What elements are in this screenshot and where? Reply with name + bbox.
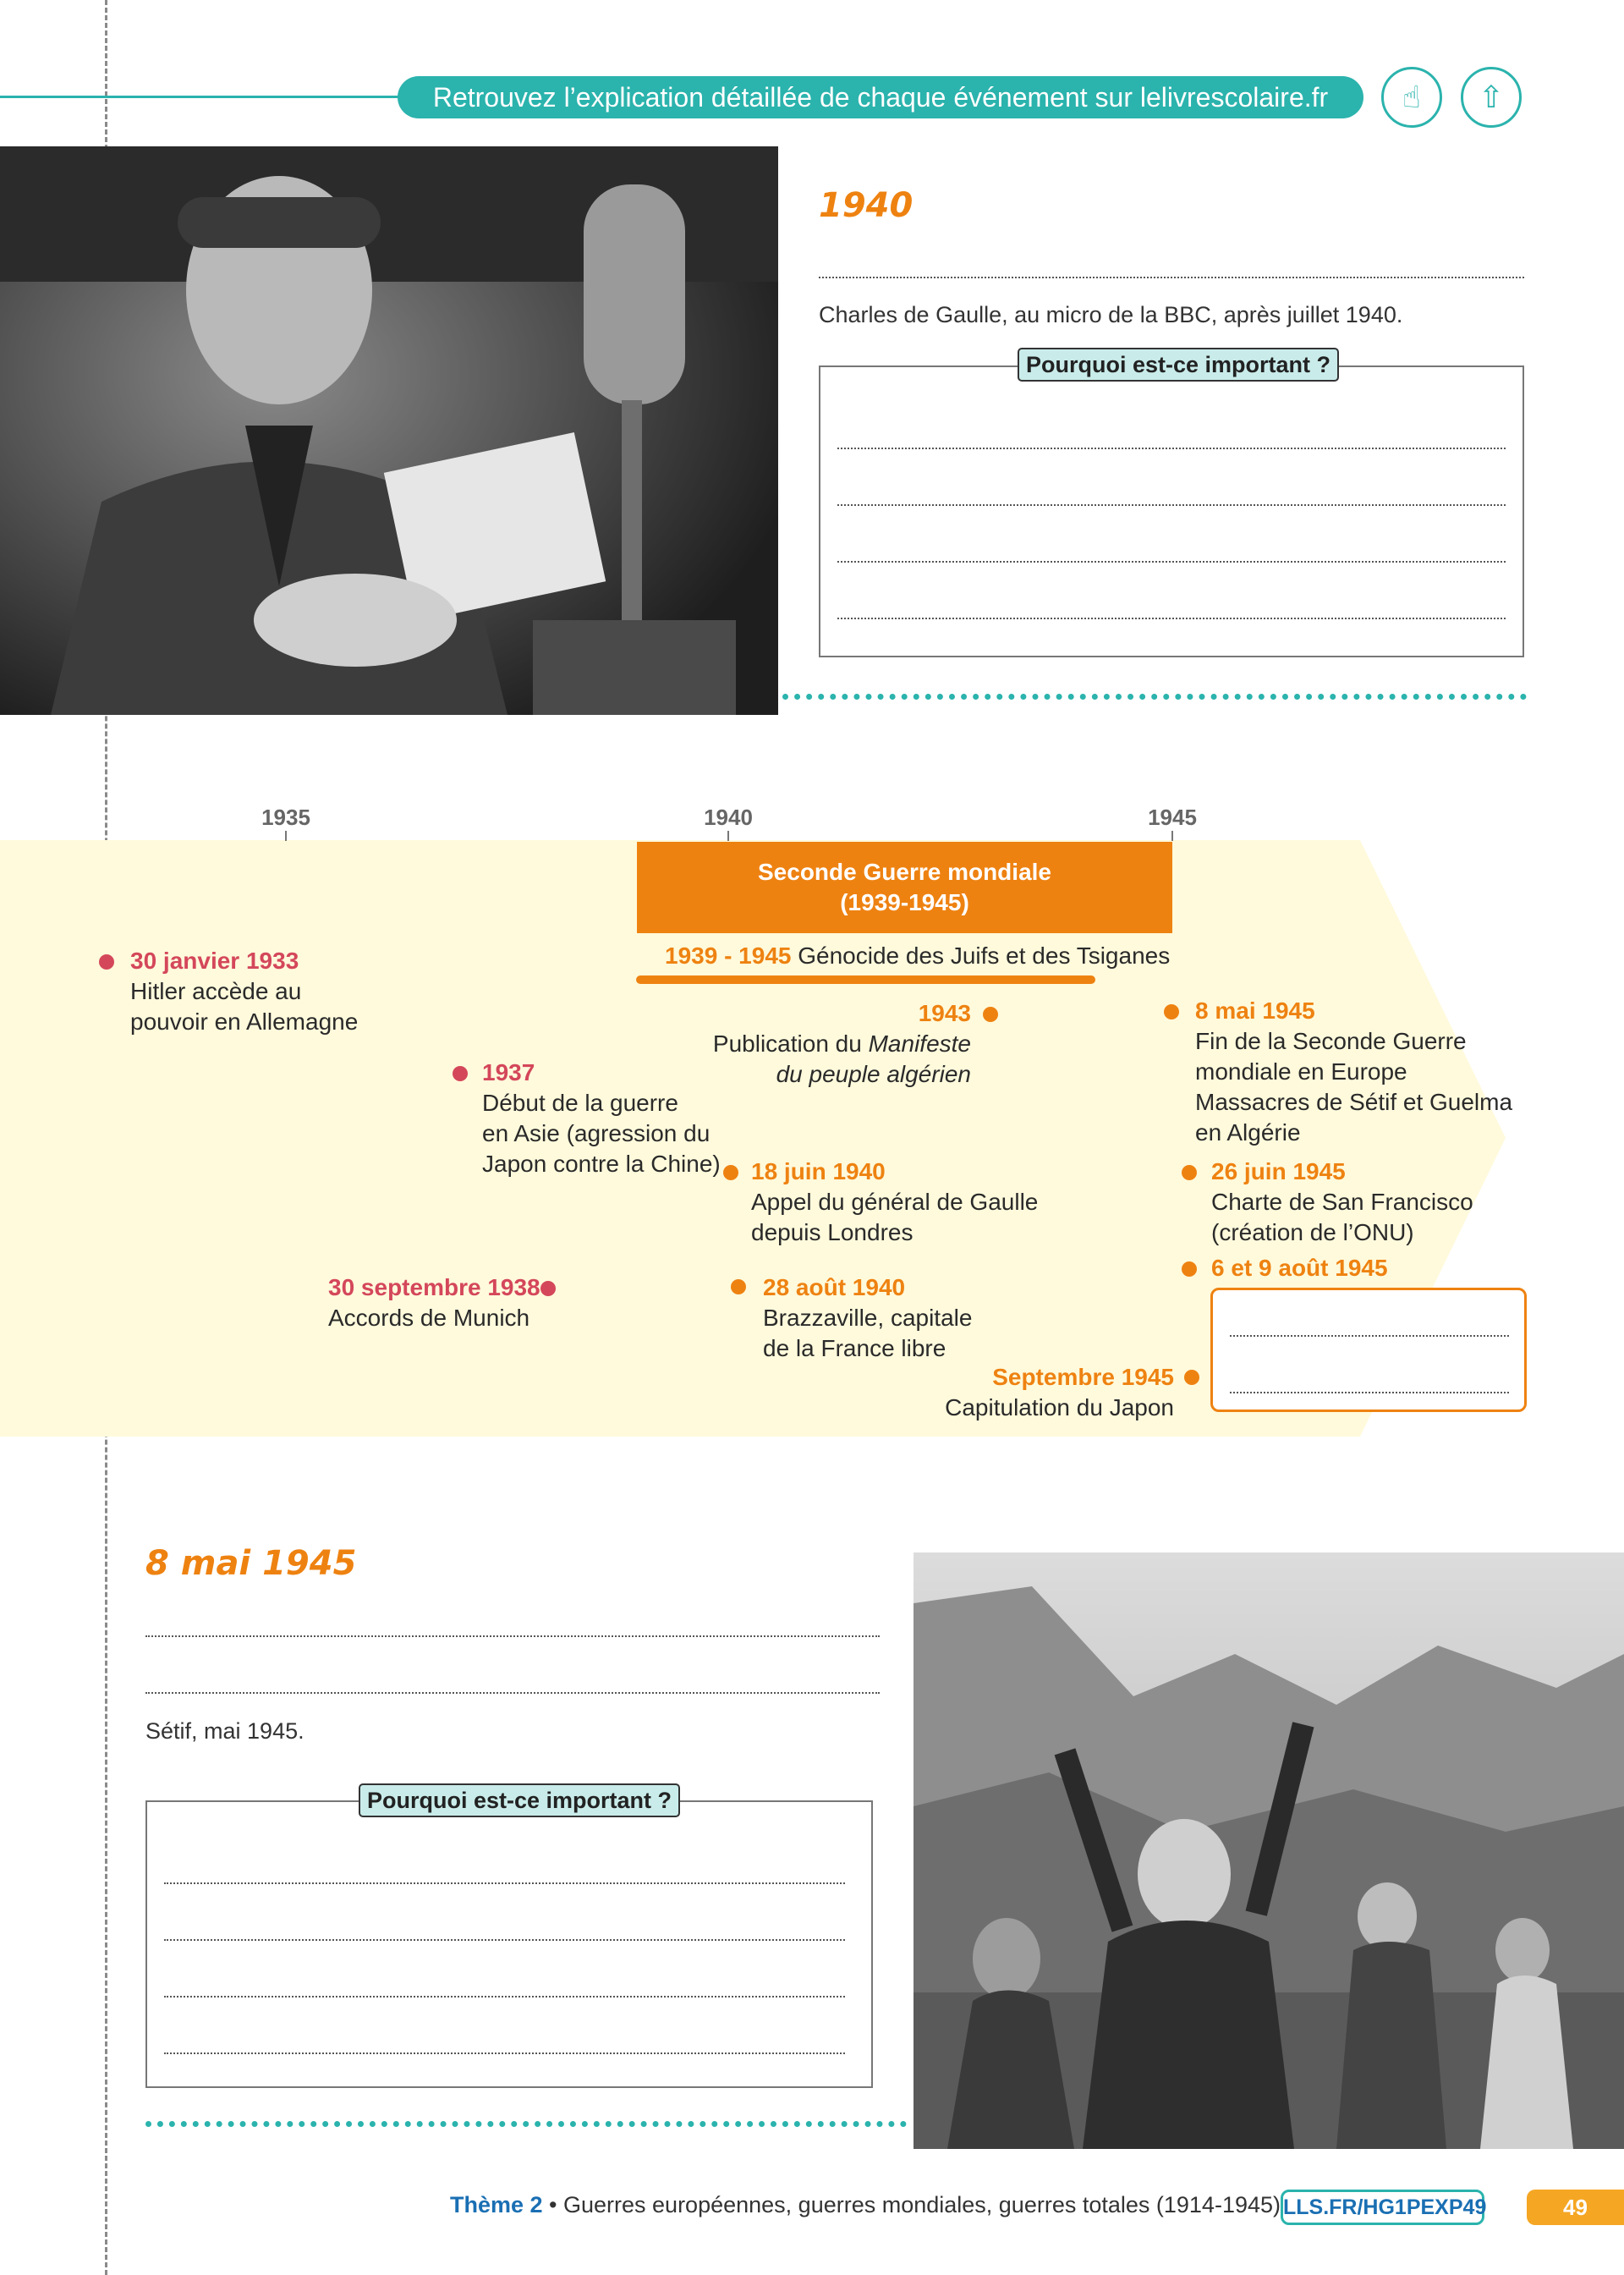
event-1945-sep (914, 1362, 1174, 1423)
footer-theme-label: Thème 2 (450, 2192, 543, 2217)
event-text: Massacres de Sétif et Guelma (1195, 1089, 1513, 1115)
timeline-dot (1182, 1261, 1197, 1277)
event-date: 28 août 1940 (763, 1274, 906, 1300)
event-text: (création de l’ONU) (1211, 1219, 1414, 1245)
event-text: Début de la guerre (482, 1090, 678, 1116)
section2-year-title: 8 mai 1945 (145, 1544, 357, 1583)
event-1940-june (751, 1157, 1038, 1248)
event-text: Charte de San Francisco (1211, 1189, 1473, 1215)
event-date: 18 juin 1940 (751, 1158, 886, 1184)
genocide-dates: 1939 - 1945 (665, 942, 792, 969)
event-date: Septembre 1945 (992, 1364, 1174, 1390)
answer-line[interactable] (145, 1692, 880, 1694)
event-date: 8 mai 1945 (1195, 997, 1315, 1024)
event-text: Hitler accède au (130, 978, 302, 1004)
header-banner[interactable]: Retrouvez l’explication détaillée de chaque événement sur lelivrescolaire.fr (398, 76, 1363, 118)
timeline-dot (723, 1165, 738, 1180)
footer-theme (450, 2192, 1281, 2218)
event-text: de la France libre (763, 1335, 946, 1361)
answer-line[interactable] (1230, 1335, 1509, 1337)
answer-line[interactable] (837, 618, 1506, 619)
ww2-period-box (637, 842, 1172, 933)
event-1938 (328, 1272, 540, 1333)
section1-year-title: 1940 (819, 186, 914, 225)
answer-box[interactable] (1210, 1288, 1527, 1412)
answer-line[interactable] (164, 1996, 845, 1997)
event-text: Accords de Munich (328, 1305, 530, 1331)
page-number: 49 (1527, 2190, 1624, 2225)
event-date: 26 juin 1945 (1211, 1158, 1346, 1184)
event-text: Japon contre la Chine) (482, 1151, 721, 1177)
answer-line[interactable] (1230, 1392, 1509, 1393)
event-text: du peuple algérien (776, 1061, 971, 1087)
question-box[interactable] (145, 1800, 873, 2088)
tick-label-1945: 1945 (1148, 805, 1197, 830)
lls-link[interactable]: LLS.FR/HG1PEXP49 (1281, 2190, 1484, 2225)
event-text: Capitulation du Japon (945, 1394, 1174, 1421)
timeline-dot (540, 1281, 556, 1296)
event-text: Brazzaville, capitale (763, 1305, 973, 1331)
tick-mark (727, 831, 729, 841)
event-1940-aug (763, 1272, 972, 1364)
tick-label-1940: 1940 (704, 805, 753, 830)
answer-line[interactable] (164, 1882, 845, 1884)
section2-caption: Sétif, mai 1945. (145, 1718, 304, 1744)
answer-line[interactable] (819, 277, 1524, 278)
genocide-text: Génocide des Juifs et des Tsiganes (798, 942, 1171, 969)
timeline-dot (983, 1007, 998, 1022)
event-text: mondiale en Europe (1195, 1058, 1407, 1085)
de-gaulle-bbc-photo (0, 146, 778, 715)
genocide-period-bar (636, 975, 1095, 984)
timeline-dot (731, 1279, 746, 1294)
question-box[interactable] (819, 365, 1524, 657)
pointing-hand-icon[interactable]: ☝ (1381, 67, 1442, 128)
genocide-label (665, 941, 1170, 971)
question-label: Pourquoi est-ce important ? (1018, 348, 1339, 382)
tick-mark (1171, 831, 1173, 841)
timeline-dot (453, 1066, 468, 1081)
ww2-years: (1939-1945) (840, 889, 969, 915)
teal-dotted-divider (145, 2121, 907, 2127)
answer-line[interactable] (837, 448, 1506, 449)
setif-may-1945-photo (914, 1552, 1624, 2149)
timeline-dot (1164, 1004, 1179, 1019)
footer-theme-text: • Guerres européennes, guerres mondiales, guerres totales (1914-1945) (542, 2192, 1281, 2217)
teal-dotted-divider (782, 694, 1527, 700)
timeline-dot (1184, 1370, 1199, 1385)
event-text: Appel du général de Gaulle (751, 1189, 1039, 1215)
event-text: en Algérie (1195, 1119, 1301, 1146)
timeline-dot (1182, 1165, 1197, 1180)
answer-line[interactable] (145, 1635, 880, 1637)
event-date: 30 septembre 1938 (328, 1274, 540, 1300)
section1-caption: Charles de Gaulle, au micro de la BBC, après juillet 1940. (819, 302, 1403, 327)
event-date: 1943 (918, 1000, 971, 1026)
event-date: 1937 (482, 1059, 535, 1085)
event-text: Publication du (712, 1030, 869, 1057)
event-date: 30 janvier 1933 (130, 948, 299, 974)
event-text-italic: Manifeste (868, 1030, 971, 1057)
event-text: depuis Londres (751, 1219, 914, 1245)
event-1945-may (1195, 996, 1512, 1148)
event-1933 (130, 946, 358, 1037)
answer-line[interactable] (164, 2052, 845, 2054)
answer-line[interactable] (837, 561, 1506, 563)
event-1943 (677, 998, 971, 1090)
ww2-title: Seconde Guerre mondiale (758, 859, 1051, 885)
event-date: 6 et 9 août 1945 (1211, 1255, 1388, 1281)
tick-mark (285, 831, 287, 841)
header-rule (0, 96, 406, 98)
timeline-dot (99, 954, 114, 970)
event-text: pouvoir en Allemagne (130, 1008, 359, 1035)
event-text: en Asie (agression du (482, 1120, 710, 1146)
event-1945-aug (1211, 1253, 1388, 1283)
tick-label-1935: 1935 (261, 805, 310, 830)
question-label: Pourquoi est-ce important ? (359, 1783, 680, 1817)
answer-line[interactable] (164, 1939, 845, 1941)
upload-icon[interactable]: ⇧ (1461, 67, 1522, 128)
event-1945-june (1211, 1157, 1473, 1248)
event-text-line (677, 1029, 971, 1059)
answer-line[interactable] (837, 504, 1506, 506)
event-text: Fin de la Seconde Guerre (1195, 1028, 1467, 1054)
